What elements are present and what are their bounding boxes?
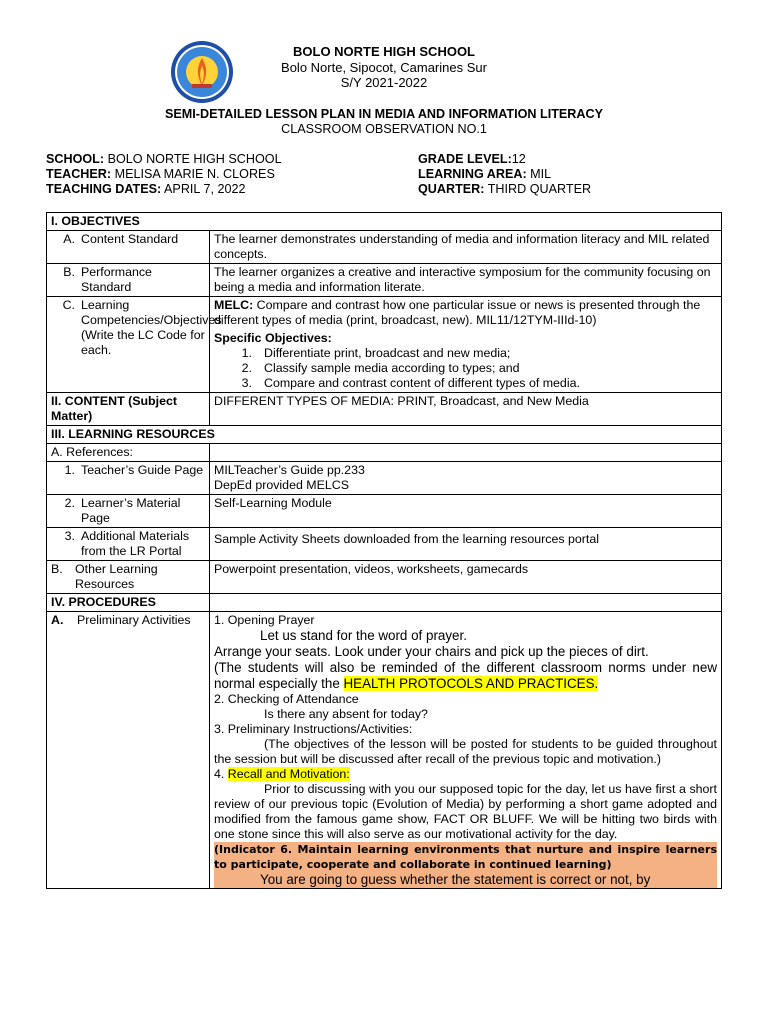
school-year: S/Y 2021-2022 [340,75,428,90]
section-heading: III. LEARNING RESOURCES [47,426,722,444]
section-heading: IV. PROCEDURES [47,594,210,612]
highlight-text: HEALTH PROTOCOLS AND PRACTICES. [343,676,599,691]
section-heading: II. CONTENT (Subject Matter) [47,393,210,426]
row-label: A. References: [47,444,210,462]
school-address: Bolo Norte, Sipocot, Camarines Sur [281,60,487,75]
row-value: The learner organizes a creative and interactive symposium for the community focusing on being a media and information literate. [210,264,722,297]
resources-heading-row [47,426,722,444]
lesson-plan-table [46,212,722,889]
indicator-note: (Indicator 6. Maintain learning environments that nurture and inspire learners to participate, cooperate and collaborate in continued learning) [214,843,717,871]
school-name: BOLO NORTE HIGH SCHOOL [293,44,475,59]
row-value: MILTeacher’s Guide pp.233 [214,463,365,477]
list-item: 3. Compare and contrast content of different types of media. [241,376,580,390]
list-item: 2. Classify sample media according to types; and [241,361,520,375]
info-teacher: TEACHER: MELISA MARIE N. CLORES [46,167,275,181]
specific-objectives-list [214,346,717,391]
table-row: B. Other Learning Resources Powerpoint presentation, videos, worksheets, gamecards [47,561,722,594]
row-value: Sample Activity Sheets downloaded from the learning resources portal [214,532,600,546]
table-row: A. Content Standard The learner demonstrates understanding of media and information literacy and MIL related concepts. [47,231,722,264]
row-label: Additional Materials from the LR Portal [81,529,190,558]
row-label: Teacher’s Guide Page [81,463,204,477]
document-title: SEMI-DETAILED LESSON PLAN IN MEDIA AND INFORMATION LITERACY [165,107,603,121]
info-grade: GRADE LEVEL:12 [418,152,526,166]
row-value: Self-Learning Module [210,495,722,528]
checking-attendance: 2. Checking of Attendance [214,692,359,706]
info-quarter: QUARTER: THIRD QUARTER [418,182,592,196]
table-row [47,444,722,462]
row-label: Learner’s Material Page [81,496,181,525]
table-row: C. Learning Competencies/Objectives (Write the LC Code for each. MELC: Compare and contrast how one particular issue or news is presented through the different types of media (print, broadcast, new). MIL11/12TYM-IIId-10) Specific Objectives: 1. Differentiate print, broadcast and new media; 2. Classify sample media according to types; and 3. Compare and contrast content of different types of media. [47,297,722,393]
table-row [47,393,722,426]
table-row: A. Preliminary Activities 1. Opening Prayer Let us stand for the word of prayer. Arrange your seats. Look under your chairs and pick up the pieces of dirt. (The students will also be reminded of the different classroom norms under new normal especially the HEALTH PROTOCOLS AND PRACTICES. 2. Checking of Attendance Is there any absent for today? 3. Preliminary Instructions/Activities: (The objectives of the lesson will be posted for students to be guided throughout the session but will be discussed after recall of the previous topic and motivation.) 4. Recall and Motivation: Prior to discussing with you our supposed topic for the day, let us have first a short review of our previous topic (Evolution of Media) by performing a short game adopted and modified from the famous game show, FACT OR BLUFF. We will be hitting two birds with one stone since this will also serve as our motivational activity for the day. (Indicator 6. Maintain learning environments that nurture and inspire learners to participate, cooperate and collaborate in continued learning) You are going to guess whether the statement is correct or not, by [47,612,722,889]
table-row: B. Performance Standard The learner organizes a creative and interactive symposium for the community focusing on being a media and information literate. [47,264,722,297]
opening-prayer: 1. Opening Prayer [214,613,315,627]
info-school: SCHOOL: BOLO NORTE HIGH SCHOOL [46,152,282,166]
document-subtitle: CLASSROOM OBSERVATION NO.1 [281,122,487,136]
info-area: LEARNING AREA: MIL [418,167,552,181]
row-label: Performance Standard [81,265,152,294]
table-row: 3. Additional Materials from the LR Portal Sample Activity Sheets downloaded from the learning resources portal [47,528,722,561]
table-row: 1. Teacher’s Guide Page MILTeacher’s Guide pp.233 DepEd provided MELCS [47,462,722,495]
row-value: DepEd provided MELCS [214,478,349,492]
melc-text: MELC: Compare and contrast how one particular issue or news is presented through the different types of media (print, broadcast, new). MIL11/12TYM-IIId-10) [214,298,701,327]
procedures-heading-row [47,594,722,612]
recall-motivation: 4. Recall and Motivation: [214,767,350,781]
reminder-text: (The students will also be reminded of the different classroom norms under new normal especially the HEALTH PROTOCOLS AND PRACTICES. [214,660,717,691]
preliminary-instructions: 3. Preliminary Instructions/Activities: [214,722,413,736]
row-value: DIFFERENT TYPES OF MEDIA: PRINT, Broadcast, and New Media [210,393,722,426]
table-row: 2. Learner’s Material Page Self-Learning Module [47,495,722,528]
row-label: Learning Competencies/Objectives (Write the LC Code for each. [81,298,222,357]
row-value: The learner demonstrates understanding of media and information literacy and MIL related concepts. [210,231,722,264]
row-value: Powerpoint presentation, videos, worksheets, gamecards [210,561,722,594]
section-heading: I. OBJECTIVES [47,213,722,231]
row-label: Content Standard [81,232,179,246]
specific-objectives-label: Specific Objectives: [214,331,332,345]
info-dates: TEACHING DATES: APRIL 7, 2022 [46,182,246,196]
row-label: Other Learning Resources [75,562,158,591]
list-item: 1. Differentiate print, broadcast and new media; [241,346,511,360]
objectives-heading-row [47,213,722,231]
row-label: Preliminary Activities [77,613,191,627]
